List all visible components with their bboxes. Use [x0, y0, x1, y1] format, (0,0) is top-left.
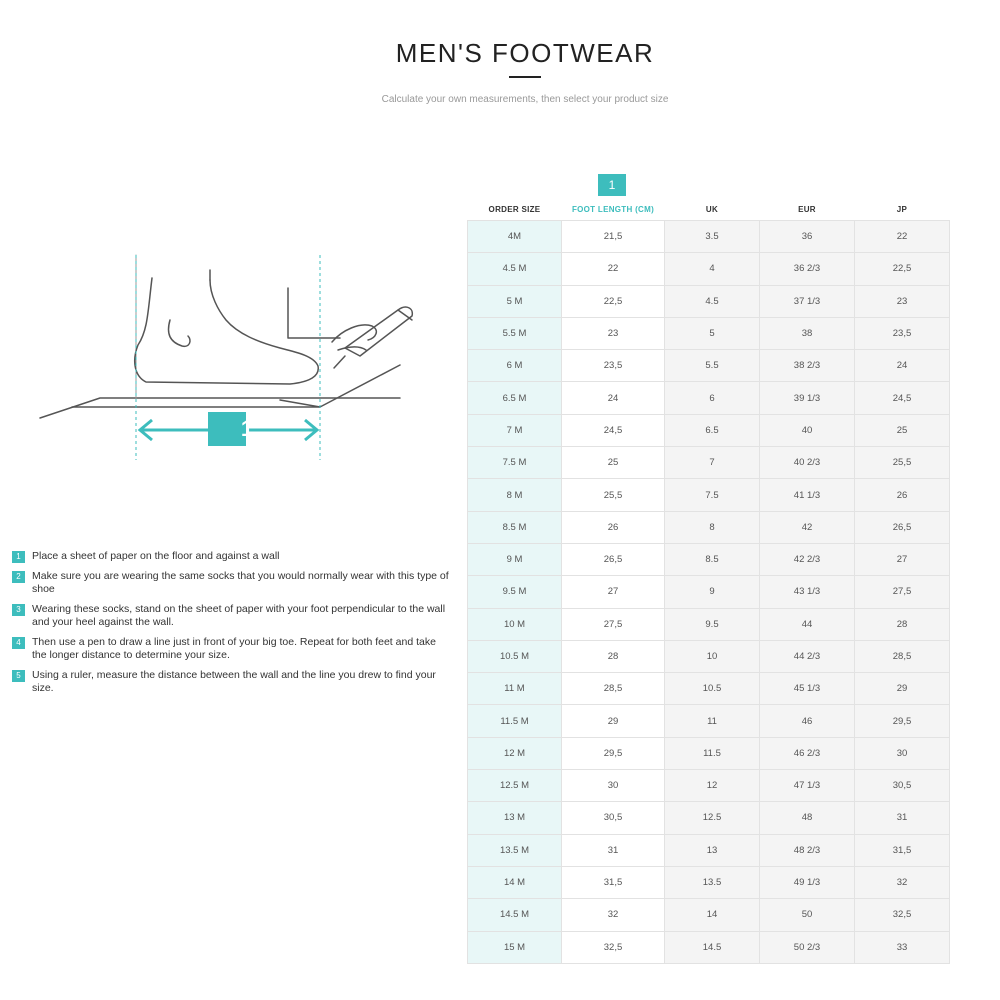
- table-cell: 5.5 M: [468, 317, 562, 349]
- table-cell: 36: [760, 221, 855, 253]
- instruction-step: [12, 603, 452, 629]
- table-cell: 48: [760, 802, 855, 834]
- table-row: [468, 221, 950, 253]
- step-text: Then use a pen to draw a line just in front of your big toe. Repeat for both feet and take the longer distance to determine your size.: [32, 636, 436, 661]
- table-cell: 27,5: [562, 608, 665, 640]
- table-cell: 26,5: [855, 511, 950, 543]
- table-cell: 14 M: [468, 866, 562, 898]
- table-cell: 10.5 M: [468, 640, 562, 672]
- table-row: [468, 511, 950, 543]
- step-text: Using a ruler, measure the distance between the wall and the line you drew to find your size.: [32, 669, 436, 694]
- table-cell: 40 2/3: [760, 447, 855, 479]
- table-cell: 13.5 M: [468, 834, 562, 866]
- table-cell: 4.5: [665, 285, 760, 317]
- table-cell: 3.5: [665, 221, 760, 253]
- table-cell: 23: [855, 285, 950, 317]
- table-cell: 38: [760, 317, 855, 349]
- table-cell: 22,5: [855, 253, 950, 285]
- table-cell: 22: [855, 221, 950, 253]
- table-row: [468, 414, 950, 446]
- header-order-size: ORDER SIZE: [488, 204, 541, 214]
- table-cell: 49 1/3: [760, 866, 855, 898]
- table-cell: 44: [760, 608, 855, 640]
- table-cell: 24: [855, 350, 950, 382]
- table-cell: 26: [562, 511, 665, 543]
- table-cell: 26,5: [562, 543, 665, 575]
- table-cell: 30: [855, 737, 950, 769]
- table-cell: 47 1/3: [760, 770, 855, 802]
- table-cell: 14.5: [665, 931, 760, 963]
- table-cell: 5.5: [665, 350, 760, 382]
- table-cell: 8: [665, 511, 760, 543]
- table-row: [468, 350, 950, 382]
- table-cell: 29: [562, 705, 665, 737]
- table-cell: 13: [665, 834, 760, 866]
- table-header-row: [468, 198, 950, 221]
- table-cell: 46 2/3: [760, 737, 855, 769]
- table-cell: 9.5: [665, 608, 760, 640]
- table-cell: 23,5: [855, 317, 950, 349]
- table-cell: 38 2/3: [760, 350, 855, 382]
- table-cell: 4M: [468, 221, 562, 253]
- table-cell: 25,5: [562, 479, 665, 511]
- table-cell: 46: [760, 705, 855, 737]
- table-row: [468, 705, 950, 737]
- table-cell: 28,5: [562, 673, 665, 705]
- size-table: [467, 198, 950, 964]
- title-underline: [509, 76, 541, 78]
- table-row: [468, 737, 950, 769]
- step-number: 5: [12, 670, 25, 682]
- table-cell: 36 2/3: [760, 253, 855, 285]
- table-cell: 40: [760, 414, 855, 446]
- table-cell: 33: [855, 931, 950, 963]
- table-cell: 21,5: [562, 221, 665, 253]
- table-cell: 32,5: [855, 899, 950, 931]
- table-cell: 8 M: [468, 479, 562, 511]
- header-eur: EUR: [798, 204, 816, 214]
- table-cell: 42 2/3: [760, 543, 855, 575]
- illustration-label: 1: [240, 416, 254, 441]
- table-cell: 31: [562, 834, 665, 866]
- table-cell: 29,5: [562, 737, 665, 769]
- step-number: 4: [12, 637, 25, 649]
- table-cell: 27: [855, 543, 950, 575]
- header-jp: JP: [896, 204, 908, 214]
- table-cell: 22: [562, 253, 665, 285]
- table-row: [468, 576, 950, 608]
- step-number: 3: [12, 604, 25, 616]
- table-cell: 23,5: [562, 350, 665, 382]
- table-row: [468, 543, 950, 575]
- table-row: [468, 447, 950, 479]
- table-cell: 30,5: [562, 802, 665, 834]
- table-row: [468, 802, 950, 834]
- table-cell: 12 M: [468, 737, 562, 769]
- table-cell: 13 M: [468, 802, 562, 834]
- table-row: [468, 866, 950, 898]
- table-cell: 32: [562, 899, 665, 931]
- table-cell: 12: [665, 770, 760, 802]
- table-cell: 31,5: [562, 866, 665, 898]
- table-cell: 13.5: [665, 866, 760, 898]
- table-cell: 24,5: [562, 414, 665, 446]
- table-cell: 28: [562, 640, 665, 672]
- table-cell: 6.5: [665, 414, 760, 446]
- table-cell: 7: [665, 447, 760, 479]
- table-cell: 31,5: [855, 834, 950, 866]
- table-cell: 23: [562, 317, 665, 349]
- header-uk: UK: [705, 204, 719, 214]
- table-cell: 6: [665, 382, 760, 414]
- table-cell: 11.5 M: [468, 705, 562, 737]
- table-cell: 5: [665, 317, 760, 349]
- instruction-step: [12, 669, 452, 695]
- table-cell: 29: [855, 673, 950, 705]
- table-cell: 6.5 M: [468, 382, 562, 414]
- table-cell: 45 1/3: [760, 673, 855, 705]
- table-cell: 32,5: [562, 931, 665, 963]
- table-cell: 9: [665, 576, 760, 608]
- table-row: [468, 899, 950, 931]
- table-cell: 25,5: [855, 447, 950, 479]
- table-cell: 25: [562, 447, 665, 479]
- table-cell: 7 M: [468, 414, 562, 446]
- table-cell: 28,5: [855, 640, 950, 672]
- instruction-step: [12, 570, 452, 596]
- step-text: Make sure you are wearing the same socks that you would normally wear with this type of shoe: [32, 570, 449, 595]
- table-row: [468, 931, 950, 963]
- table-row: [468, 608, 950, 640]
- table-cell: 11 M: [468, 673, 562, 705]
- step-text: Wearing these socks, stand on the sheet of paper with your foot perpendicular to the wall and your heel against the wall.: [32, 603, 446, 628]
- table-cell: 30: [562, 770, 665, 802]
- table-row: [468, 640, 950, 672]
- table-cell: 24,5: [855, 382, 950, 414]
- table-cell: 31: [855, 802, 950, 834]
- table-cell: 8.5 M: [468, 511, 562, 543]
- table-cell: 32: [855, 866, 950, 898]
- page-title: MEN'S FOOTWEAR: [395, 38, 655, 68]
- table-cell: 27: [562, 576, 665, 608]
- table-row: [468, 253, 950, 285]
- table-cell: 50 2/3: [760, 931, 855, 963]
- table-cell: 50: [760, 899, 855, 931]
- table-cell: 26: [855, 479, 950, 511]
- table-cell: 37 1/3: [760, 285, 855, 317]
- table-cell: 9 M: [468, 543, 562, 575]
- table-cell: 10: [665, 640, 760, 672]
- step-number: 2: [12, 571, 25, 583]
- table-cell: 12.5: [665, 802, 760, 834]
- table-cell: 6 M: [468, 350, 562, 382]
- table-row: [468, 382, 950, 414]
- table-cell: 7.5: [665, 479, 760, 511]
- measurement-instructions: [12, 550, 452, 702]
- foot-measurement-illustration: [20, 170, 450, 540]
- table-cell: 4: [665, 253, 760, 285]
- table-row: [468, 479, 950, 511]
- table-row: [468, 834, 950, 866]
- table-cell: 25: [855, 414, 950, 446]
- table-cell: 24: [562, 382, 665, 414]
- table-cell: 5 M: [468, 285, 562, 317]
- table-row: [468, 317, 950, 349]
- table-cell: 41 1/3: [760, 479, 855, 511]
- table-cell: 22,5: [562, 285, 665, 317]
- header-foot-length: FOOT LENGTH (CM): [571, 204, 655, 214]
- step-text: Place a sheet of paper on the floor and against a wall: [32, 550, 280, 562]
- table-cell: 4.5 M: [468, 253, 562, 285]
- table-row: [468, 770, 950, 802]
- table-cell: 42: [760, 511, 855, 543]
- table-cell: 14.5 M: [468, 899, 562, 931]
- step-number: 1: [12, 551, 25, 563]
- table-cell: 27,5: [855, 576, 950, 608]
- instruction-step: [12, 550, 452, 563]
- table-cell: 15 M: [468, 931, 562, 963]
- table-cell: 11.5: [665, 737, 760, 769]
- foot-length-badge: 1: [598, 174, 626, 196]
- table-cell: 11: [665, 705, 760, 737]
- table-cell: 10.5: [665, 673, 760, 705]
- table-cell: 29,5: [855, 705, 950, 737]
- table-cell: 39 1/3: [760, 382, 855, 414]
- table-cell: 14: [665, 899, 760, 931]
- table-cell: 30,5: [855, 770, 950, 802]
- table-row: [468, 673, 950, 705]
- table-cell: 44 2/3: [760, 640, 855, 672]
- table-row: [468, 285, 950, 317]
- table-cell: 43 1/3: [760, 576, 855, 608]
- table-cell: 28: [855, 608, 950, 640]
- table-cell: 7.5 M: [468, 447, 562, 479]
- table-cell: 8.5: [665, 543, 760, 575]
- table-cell: 9.5 M: [468, 576, 562, 608]
- table-cell: 10 M: [468, 608, 562, 640]
- table-cell: 48 2/3: [760, 834, 855, 866]
- table-cell: 12.5 M: [468, 770, 562, 802]
- page-subtitle: Calculate your own measurements, then select your product size: [381, 94, 669, 105]
- instruction-step: [12, 636, 452, 662]
